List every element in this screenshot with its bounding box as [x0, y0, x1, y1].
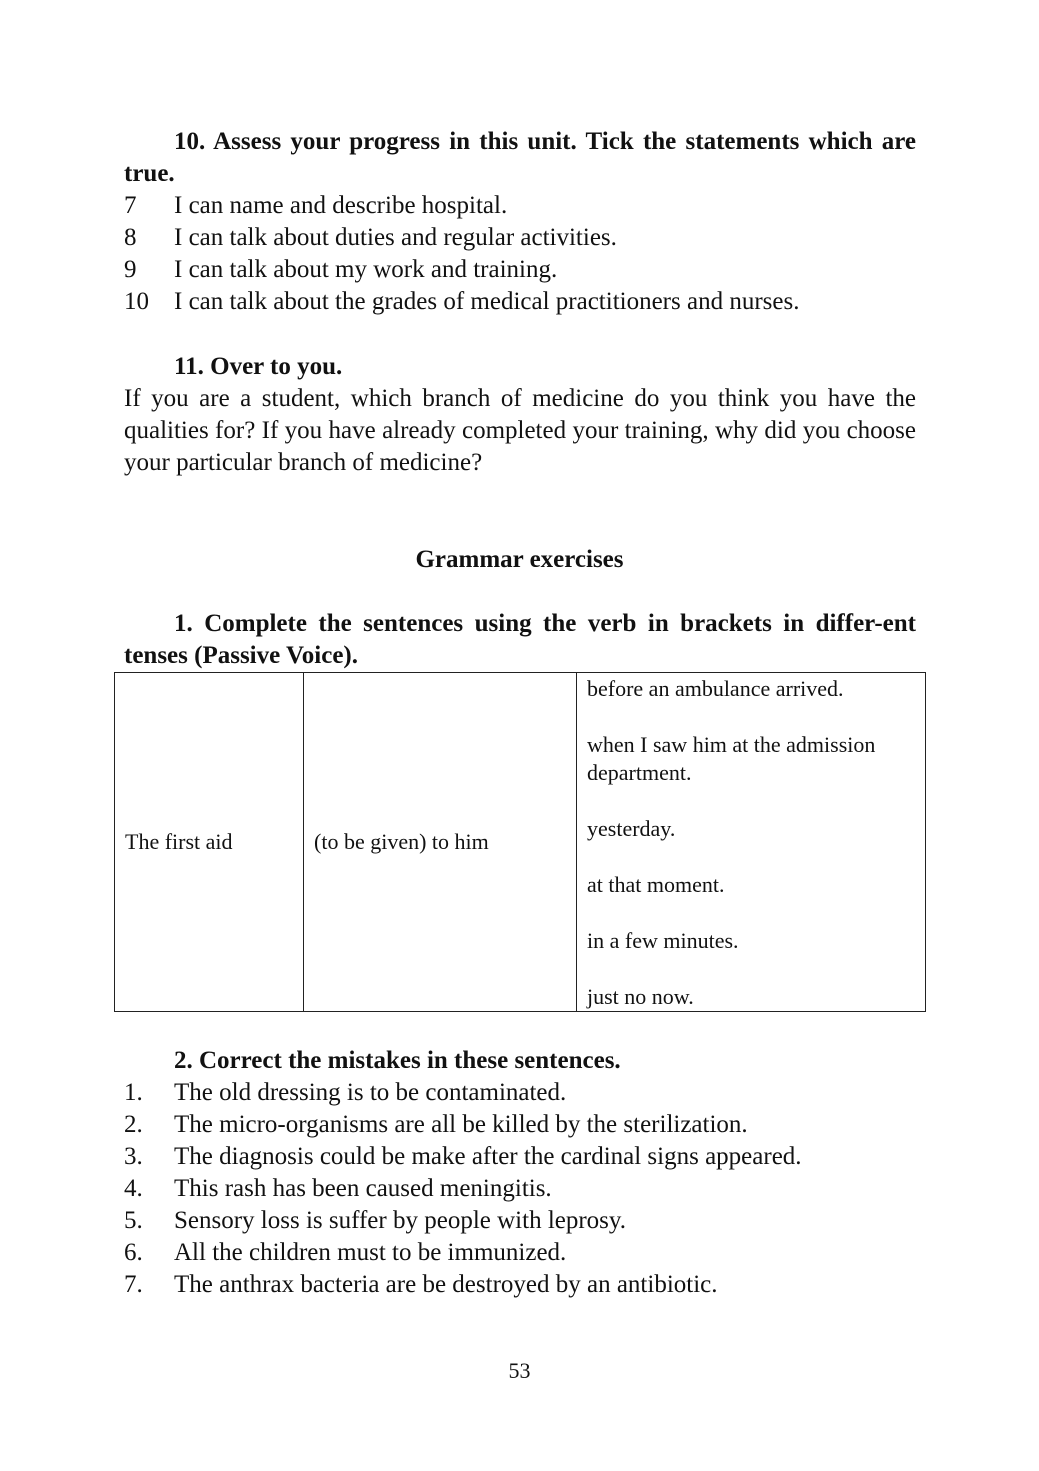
grammar-exercise-1-heading: 1. Complete the sentences using the verb in brackets in differ-ent tenses (Passive Voice). — [124, 610, 916, 669]
item-text: All the children must to be immunized. — [174, 1239, 567, 1266]
exercise-2-list — [124, 1077, 924, 1301]
item-text: The old dressing is to be contaminated. — [174, 1079, 567, 1106]
ending-option: just no now. — [587, 984, 694, 1009]
list-item — [124, 1269, 924, 1301]
item-text: The diagnosis could be make after the cardinal signs appeared. — [174, 1143, 802, 1170]
list-item — [124, 1077, 924, 1109]
list-item — [124, 1109, 924, 1141]
item-text: The micro-organisms are all be killed by the sterilization. — [174, 1111, 748, 1138]
list-item — [124, 254, 924, 286]
item-number: 9 — [124, 256, 137, 283]
page-number: 53 — [508, 1358, 531, 1383]
item-text: I can talk about the grades of medical practitioners and nurses. — [174, 288, 800, 315]
list-item — [124, 190, 924, 222]
item-text: Sensory loss is suffer by people with leprosy. — [174, 1207, 627, 1234]
item-number: 4. — [124, 1175, 143, 1202]
item-text: I can talk about duties and regular activities. — [174, 224, 617, 251]
item-number: 8 — [124, 224, 137, 251]
exercise-11-heading: 11. Over to you. — [174, 353, 343, 380]
item-text: This rash has been caused meningitis. — [174, 1175, 552, 1202]
item-text: I can talk about my work and training. — [174, 256, 558, 283]
item-number: 7. — [124, 1271, 143, 1298]
section-title: Grammar exercises — [415, 546, 624, 573]
endings-cell — [577, 673, 926, 1012]
ending-option: at that moment. — [587, 872, 725, 897]
item-number: 5. — [124, 1207, 143, 1234]
ending-option: before an ambulance arrived. — [587, 676, 844, 701]
list-item — [124, 1205, 924, 1237]
exercise-10-heading: 10. Assess your progress in this unit. Tick the statements which are true. — [124, 128, 916, 187]
item-number: 2. — [124, 1111, 143, 1138]
grammar-exercise-2-heading: 2. Correct the mistakes in these sentences. — [174, 1047, 621, 1074]
item-number: 6. — [124, 1239, 143, 1266]
passive-voice-table — [114, 672, 926, 1012]
exercise-10-list — [124, 190, 924, 318]
verb-cell: (to be given) to him — [304, 673, 577, 1012]
list-item — [124, 1141, 924, 1173]
item-number: 10 — [124, 288, 149, 315]
list-item — [124, 1237, 924, 1269]
list-item — [124, 286, 924, 318]
subject-cell: The first aid — [115, 673, 304, 1012]
ending-option: in a few minutes. — [587, 928, 739, 953]
list-item — [124, 222, 924, 254]
ending-option: yesterday. — [587, 816, 676, 841]
item-number: 3. — [124, 1143, 143, 1170]
table-row — [115, 673, 926, 1012]
item-text: I can name and describe hospital. — [174, 192, 508, 219]
item-text: The anthrax bacteria are be destroyed by an antibiotic. — [174, 1271, 718, 1298]
ending-option: when I saw him at the admission department. — [587, 732, 876, 785]
exercise-11-body: If you are a student, which branch of medicine do you think you have the qualities for? If you have already completed your training, why did you choose your particular branch of medicine? — [124, 385, 916, 476]
item-number: 7 — [124, 192, 137, 219]
item-number: 1. — [124, 1079, 143, 1106]
list-item — [124, 1173, 924, 1205]
